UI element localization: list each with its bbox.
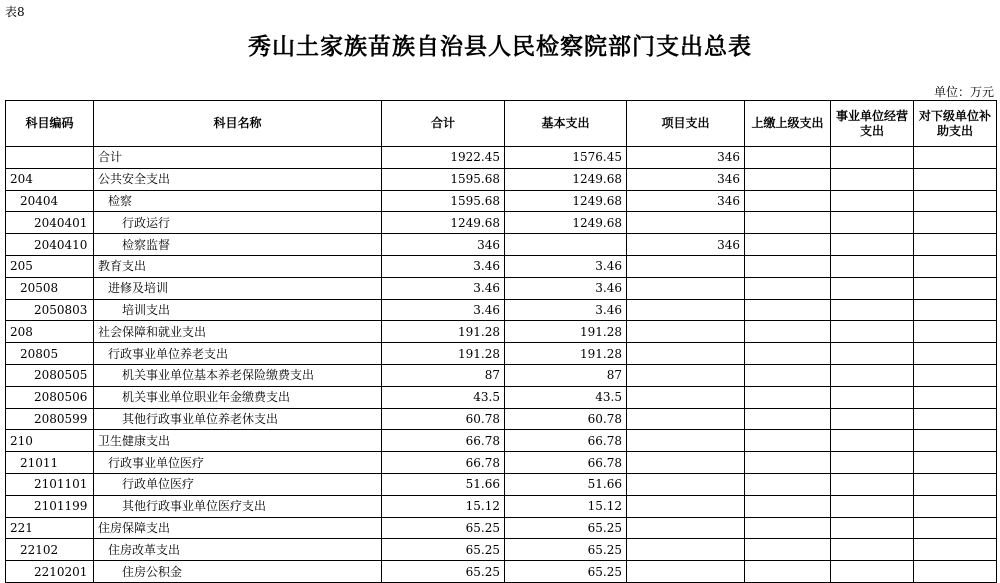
table-row — [6, 539, 997, 561]
header-project: 项目支出 — [627, 101, 745, 147]
table-row — [6, 212, 997, 234]
cell-lower — [914, 190, 997, 212]
table-row — [6, 495, 997, 517]
header-upper: 上缴上级支出 — [745, 101, 831, 147]
cell-lower — [914, 277, 997, 299]
expenditure-table — [5, 100, 997, 583]
unit-label: 单位：万元 — [933, 85, 994, 99]
cell-total: 1922.45 — [382, 147, 505, 169]
cell-lower — [914, 473, 997, 495]
cell-lower — [914, 386, 997, 408]
cell-code: 21011 — [6, 452, 94, 474]
cell-biz — [831, 321, 914, 343]
cell-name: 检察 — [94, 190, 382, 212]
table-row — [6, 343, 997, 365]
cell-project — [627, 386, 745, 408]
cell-lower — [914, 430, 997, 452]
cell-lower — [914, 364, 997, 386]
cell-lower — [914, 321, 997, 343]
cell-project — [627, 364, 745, 386]
cell-biz — [831, 147, 914, 169]
cell-name: 社会保障和就业支出 — [94, 321, 382, 343]
cell-upper — [745, 517, 831, 539]
cell-total: 15.12 — [382, 495, 505, 517]
cell-basic: 66.78 — [505, 430, 627, 452]
cell-project — [627, 277, 745, 299]
cell-total: 346 — [382, 234, 505, 256]
cell-code: 208 — [6, 321, 94, 343]
cell-name: 住房改革支出 — [94, 539, 382, 561]
cell-biz — [831, 430, 914, 452]
cell-code: 2080506 — [6, 386, 94, 408]
cell-basic: 66.78 — [505, 452, 627, 474]
cell-lower — [914, 517, 997, 539]
cell-lower — [914, 539, 997, 561]
cell-upper — [745, 386, 831, 408]
cell-name: 公共安全支出 — [94, 168, 382, 190]
cell-upper — [745, 168, 831, 190]
cell-basic — [505, 234, 627, 256]
cell-lower — [914, 234, 997, 256]
cell-basic: 43.5 — [505, 386, 627, 408]
cell-code: 22102 — [6, 539, 94, 561]
cell-basic: 65.25 — [505, 539, 627, 561]
table-row — [6, 190, 997, 212]
cell-basic: 3.46 — [505, 299, 627, 321]
cell-biz — [831, 561, 914, 583]
table-row — [6, 364, 997, 386]
cell-biz — [831, 364, 914, 386]
cell-lower — [914, 255, 997, 277]
cell-upper — [745, 212, 831, 234]
cell-project — [627, 495, 745, 517]
cell-project: 346 — [627, 190, 745, 212]
cell-code: 20508 — [6, 277, 94, 299]
cell-name: 合计 — [94, 147, 382, 169]
cell-total: 43.5 — [382, 386, 505, 408]
table-body — [6, 147, 997, 583]
cell-code: 2210201 — [6, 561, 94, 583]
header-biz: 事业单位经营支出 — [831, 101, 914, 147]
cell-biz — [831, 234, 914, 256]
cell-basic: 65.25 — [505, 517, 627, 539]
cell-lower — [914, 452, 997, 474]
cell-total: 87 — [382, 364, 505, 386]
header-code: 科目编码 — [6, 101, 94, 147]
table-row — [6, 299, 997, 321]
cell-lower — [914, 299, 997, 321]
cell-upper — [745, 190, 831, 212]
cell-code: 2080599 — [6, 408, 94, 430]
cell-total: 65.25 — [382, 517, 505, 539]
cell-project — [627, 517, 745, 539]
table-row — [6, 408, 997, 430]
cell-project — [627, 539, 745, 561]
cell-code — [6, 147, 94, 169]
cell-basic: 1249.68 — [505, 190, 627, 212]
cell-total: 3.46 — [382, 255, 505, 277]
cell-biz — [831, 408, 914, 430]
table-row — [6, 473, 997, 495]
cell-project — [627, 299, 745, 321]
cell-name: 卫生健康支出 — [94, 430, 382, 452]
table-row — [6, 277, 997, 299]
cell-basic: 51.66 — [505, 473, 627, 495]
cell-project — [627, 452, 745, 474]
cell-total: 60.78 — [382, 408, 505, 430]
cell-upper — [745, 255, 831, 277]
cell-upper — [745, 299, 831, 321]
cell-basic: 191.28 — [505, 343, 627, 365]
cell-biz — [831, 495, 914, 517]
cell-basic: 1576.45 — [505, 147, 627, 169]
cell-total: 65.25 — [382, 539, 505, 561]
header-basic: 基本支出 — [505, 101, 627, 147]
table-row — [6, 321, 997, 343]
cell-project: 346 — [627, 147, 745, 169]
cell-basic: 191.28 — [505, 321, 627, 343]
cell-name: 进修及培训 — [94, 277, 382, 299]
cell-code: 2080505 — [6, 364, 94, 386]
cell-name: 其他行政事业单位医疗支出 — [94, 495, 382, 517]
table-row — [6, 255, 997, 277]
cell-code: 20805 — [6, 343, 94, 365]
cell-upper — [745, 364, 831, 386]
cell-name: 住房公积金 — [94, 561, 382, 583]
cell-lower — [914, 168, 997, 190]
cell-code: 210 — [6, 430, 94, 452]
cell-total: 191.28 — [382, 343, 505, 365]
cell-biz — [831, 190, 914, 212]
cell-code: 2050803 — [6, 299, 94, 321]
cell-lower — [914, 408, 997, 430]
cell-upper — [745, 343, 831, 365]
cell-project: 346 — [627, 234, 745, 256]
table-row — [6, 386, 997, 408]
cell-project — [627, 430, 745, 452]
cell-biz — [831, 517, 914, 539]
cell-biz — [831, 168, 914, 190]
cell-code: 2040410 — [6, 234, 94, 256]
cell-lower — [914, 495, 997, 517]
cell-name: 机关事业单位职业年金缴费支出 — [94, 386, 382, 408]
cell-total: 66.78 — [382, 452, 505, 474]
cell-basic: 65.25 — [505, 561, 627, 583]
cell-project — [627, 408, 745, 430]
table-row — [6, 517, 997, 539]
cell-upper — [745, 473, 831, 495]
cell-name: 检察监督 — [94, 234, 382, 256]
cell-name: 行政事业单位医疗 — [94, 452, 382, 474]
cell-upper — [745, 408, 831, 430]
cell-upper — [745, 234, 831, 256]
cell-project — [627, 321, 745, 343]
cell-name: 其他行政事业单位养老休支出 — [94, 408, 382, 430]
cell-total: 51.66 — [382, 473, 505, 495]
cell-biz — [831, 452, 914, 474]
cell-name: 行政单位医疗 — [94, 473, 382, 495]
cell-basic: 3.46 — [505, 255, 627, 277]
cell-upper — [745, 561, 831, 583]
cell-upper — [745, 147, 831, 169]
cell-project — [627, 255, 745, 277]
cell-biz — [831, 343, 914, 365]
cell-project — [627, 473, 745, 495]
cell-basic: 1249.68 — [505, 168, 627, 190]
cell-total: 3.46 — [382, 277, 505, 299]
cell-project — [627, 212, 745, 234]
cell-upper — [745, 277, 831, 299]
cell-project: 346 — [627, 168, 745, 190]
table-number: 表8 — [5, 5, 25, 19]
table-row — [6, 147, 997, 169]
cell-total: 65.25 — [382, 561, 505, 583]
table-row — [6, 168, 997, 190]
table-row — [6, 561, 997, 583]
cell-basic: 1249.68 — [505, 212, 627, 234]
cell-basic: 87 — [505, 364, 627, 386]
cell-biz — [831, 473, 914, 495]
cell-name: 住房保障支出 — [94, 517, 382, 539]
cell-lower — [914, 561, 997, 583]
cell-code: 2101199 — [6, 495, 94, 517]
cell-code: 221 — [6, 517, 94, 539]
table-row — [6, 430, 997, 452]
cell-project — [627, 343, 745, 365]
cell-name: 行政事业单位养老支出 — [94, 343, 382, 365]
header-lower: 对下级单位补助支出 — [914, 101, 997, 147]
cell-code: 205 — [6, 255, 94, 277]
cell-upper — [745, 539, 831, 561]
cell-project — [627, 561, 745, 583]
cell-total: 66.78 — [382, 430, 505, 452]
cell-name: 培训支出 — [94, 299, 382, 321]
cell-lower — [914, 212, 997, 234]
cell-code: 2101101 — [6, 473, 94, 495]
cell-biz — [831, 299, 914, 321]
cell-name: 教育支出 — [94, 255, 382, 277]
cell-biz — [831, 277, 914, 299]
cell-total: 1595.68 — [382, 168, 505, 190]
cell-upper — [745, 495, 831, 517]
cell-upper — [745, 452, 831, 474]
cell-biz — [831, 539, 914, 561]
cell-total: 1595.68 — [382, 190, 505, 212]
cell-lower — [914, 343, 997, 365]
cell-code: 204 — [6, 168, 94, 190]
cell-total: 1249.68 — [382, 212, 505, 234]
table-row — [6, 234, 997, 256]
table-row — [6, 452, 997, 474]
cell-biz — [831, 212, 914, 234]
cell-name: 机关事业单位基本养老保险缴费支出 — [94, 364, 382, 386]
cell-biz — [831, 255, 914, 277]
cell-biz — [831, 386, 914, 408]
cell-code: 2040401 — [6, 212, 94, 234]
cell-lower — [914, 147, 997, 169]
page-title: 秀山土家族苗族自治县人民检察院部门支出总表 — [248, 33, 752, 60]
cell-basic: 15.12 — [505, 495, 627, 517]
cell-total: 191.28 — [382, 321, 505, 343]
cell-basic: 3.46 — [505, 277, 627, 299]
cell-code: 20404 — [6, 190, 94, 212]
cell-name: 行政运行 — [94, 212, 382, 234]
cell-upper — [745, 430, 831, 452]
header-total: 合计 — [382, 101, 505, 147]
header-row — [6, 101, 997, 147]
cell-basic: 60.78 — [505, 408, 627, 430]
cell-total: 3.46 — [382, 299, 505, 321]
cell-upper — [745, 321, 831, 343]
header-name: 科目名称 — [94, 101, 382, 147]
